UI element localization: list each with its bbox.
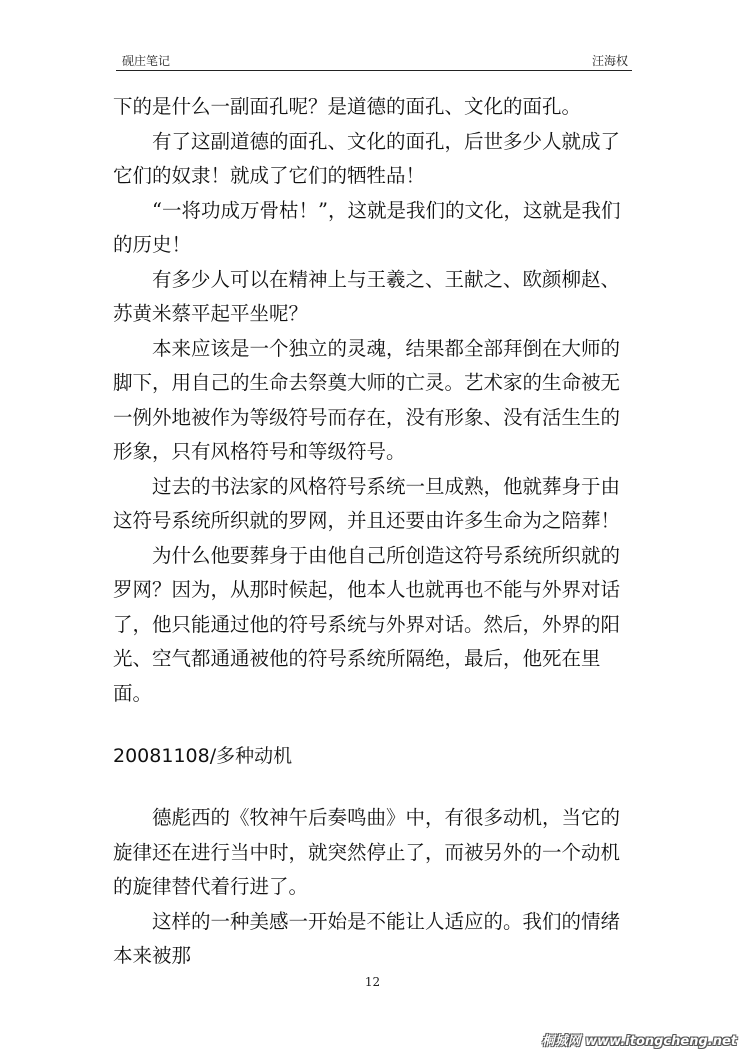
header-author: 汪海权 [591, 54, 628, 68]
site-watermark: 桐城网 www.itongcheng.net [541, 1034, 737, 1049]
page-header [116, 52, 632, 70]
paragraph: 这样的一种美感一开始是不能让人适应的。我们的情绪本来被那 [113, 909, 621, 967]
paragraph: “一将功成万骨枯！”，这就是我们的文化，这就是我们的历史！ [113, 198, 621, 256]
paragraph: 有多少人可以在精神上与王羲之、王献之、欧颜柳赵、苏黄米蔡平起平坐呢？ [113, 267, 621, 325]
page-body [113, 90, 639, 974]
header-book-title: 砚庄笔记 [122, 54, 171, 68]
paragraph: 为什么他要葬身于由他自己所创造这符号系统所织就的罗网？因为，从那时候起，他本人也就再也不能与外界对话了，他只能通过他的符号系统与外界对话。然后，外界的阳光、空气都通通被他的符号系统所隔绝，最后，他死在里面。 [113, 543, 621, 705]
header-divider [116, 70, 632, 71]
paragraph: 过去的书法家的风格符号系统一旦成熟，他就葬身于由这符号系统所织就的罗网，并且还要由许多生命为之陪葬！ [113, 474, 621, 532]
section-heading: 20081108/多种动机 [113, 745, 293, 767]
page-number: 12 [364, 975, 381, 989]
paragraph: 本来应该是一个独立的灵魂，结果都全部拜倒在大师的脚下，用自己的生命去祭奠大师的亡灵。艺术家的生命被无一例外地被作为等级符号而存在，没有形象、没有活生生的形象，只有风格符号和等级符号。 [113, 336, 621, 463]
paragraph: 下的是什么一副面孔呢？是道德的面孔、文化的面孔。 [113, 95, 582, 118]
paragraph: 德彪西的《牧神午后奏鸣曲》中，有很多动机，当它的旋律还在进行当中时，就突然停止了，而被另外的一个动机的旋律替代着行进了。 [113, 806, 621, 898]
paragraph: 有了这副道德的面孔、文化的面孔，后世多少人就成了它们的奴隶！就成了它们的牺牲品！ [113, 129, 621, 187]
